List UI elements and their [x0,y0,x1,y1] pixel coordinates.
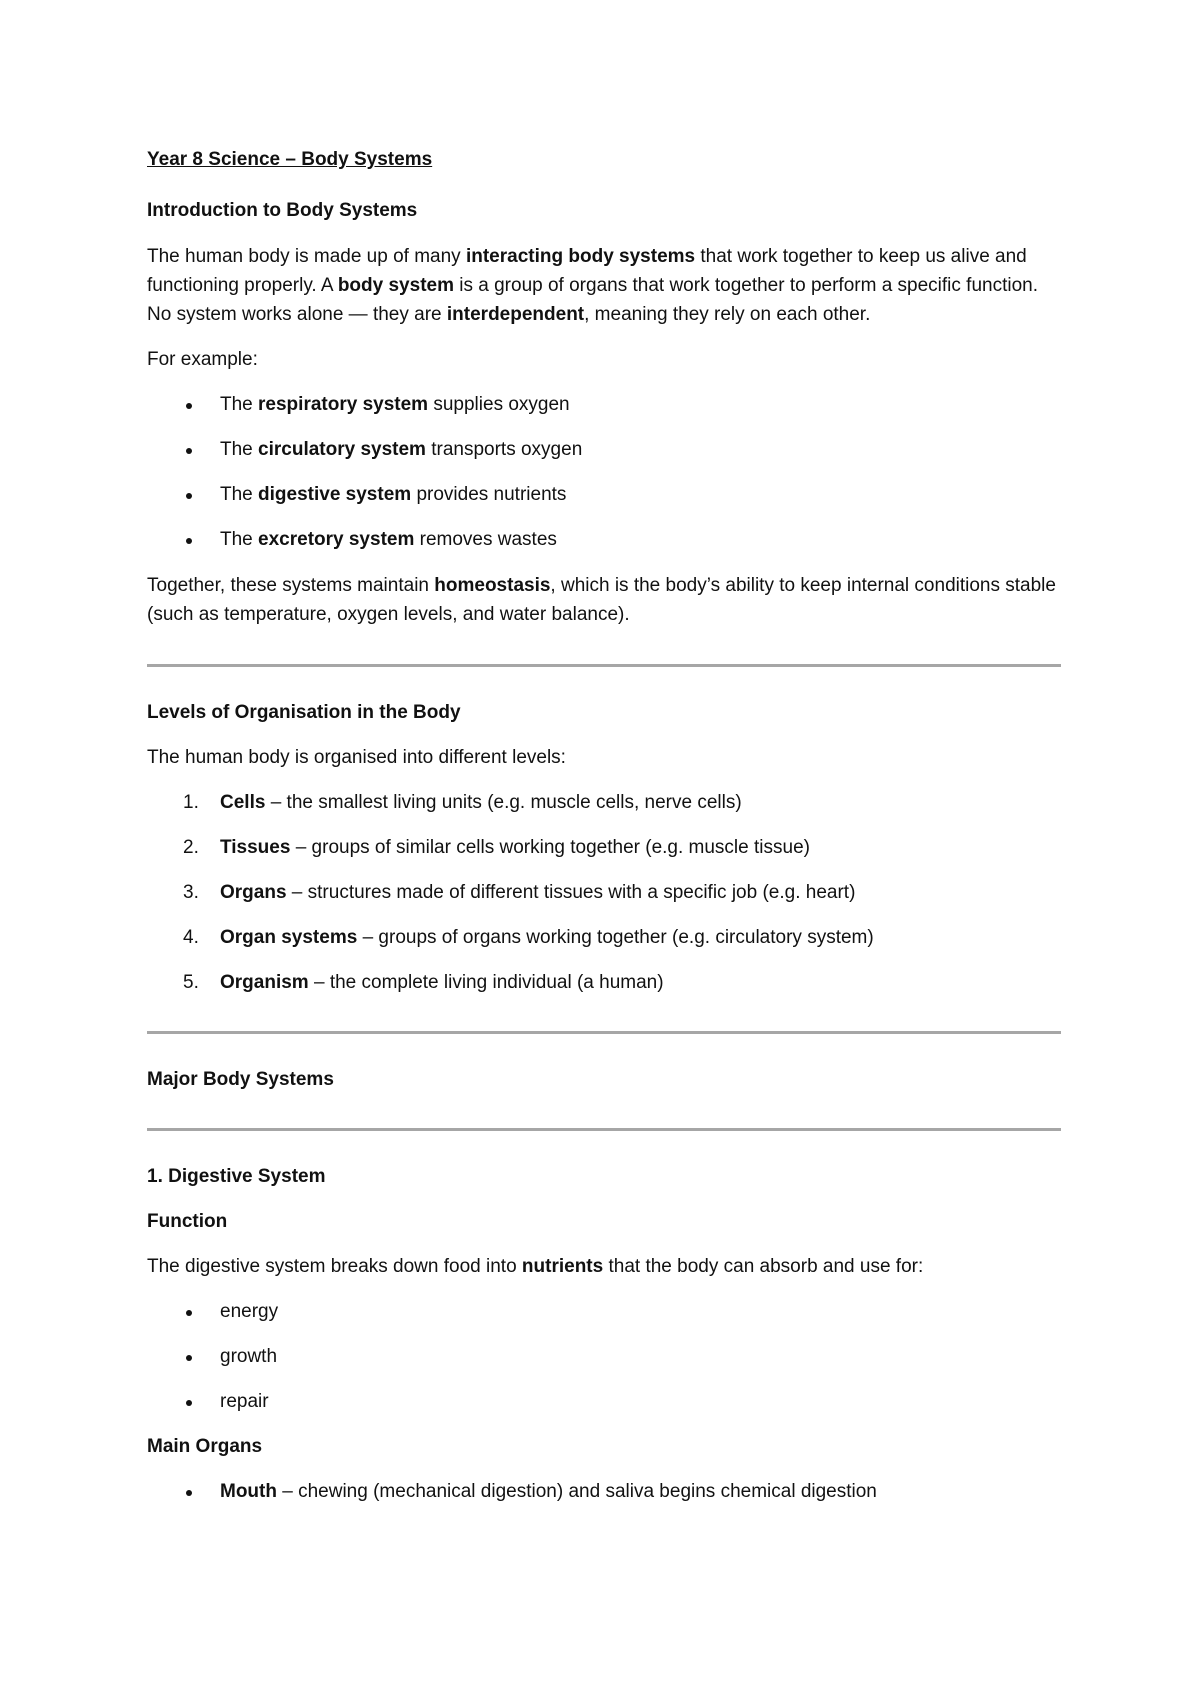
function-heading: Function [147,1211,228,1232]
example-label: For example: [147,349,258,370]
list-item: The circulatory system transports oxygen [147,436,1061,464]
intro-paragraph: The human body is made up of many interacting body systems that work together to keep us alive and functioning properly. A body system is a group of organs that work together to perform a specific function. No system works alone — they are interdependent, meaning they rely on each other. [147,246,1039,325]
function-paragraph: The digestive system breaks down food into nutrients that the body can absorb and use for: [147,1256,924,1277]
digestive-heading: 1. Digestive System [147,1166,326,1187]
organs-list [147,1478,1061,1506]
horizontal-divider [147,1128,1061,1131]
horizontal-divider [147,664,1061,667]
example-list [147,391,1061,554]
list-item: Mouth – chewing (mechanical digestion) and saliva begins chemical digestion [147,1478,1061,1506]
homeostasis-paragraph: Together, these systems maintain homeostasis, which is the body’s ability to keep internal conditions stable (such as temperature, oxygen levels, and water balance). [147,575,1056,625]
list-item: The digestive system provides nutrients [147,481,1061,509]
levels-heading: Levels of Organisation in the Body [147,702,461,723]
intro-heading: Introduction to Body Systems [147,200,418,221]
list-item: 1. Cells – the smallest living units (e.g. muscle cells, nerve cells) [183,792,742,813]
list-item: The respiratory system supplies oxygen [147,391,1061,419]
list-item: 3. Organs – structures made of different tissues with a specific job (e.g. heart) [183,882,856,903]
uses-list [147,1298,1061,1416]
list-item: The excretory system removes wastes [147,526,1061,554]
list-item: 2. Tissues – groups of similar cells working together (e.g. muscle tissue) [183,837,810,858]
horizontal-divider [147,1031,1061,1034]
document-title: Year 8 Science – Body Systems [147,149,433,170]
list-item: repair [147,1388,1061,1416]
list-item: growth [147,1343,1061,1371]
major-heading: Major Body Systems [147,1069,334,1090]
list-item: energy [147,1298,1061,1326]
levels-list [147,789,1061,997]
organs-heading: Main Organs [147,1436,263,1457]
list-item: 5. Organism – the complete living individual (a human) [183,972,664,993]
levels-intro: The human body is organised into different levels: [147,747,566,768]
document-page [147,146,1061,1523]
list-item: 4. Organ systems – groups of organs working together (e.g. circulatory system) [183,927,874,948]
